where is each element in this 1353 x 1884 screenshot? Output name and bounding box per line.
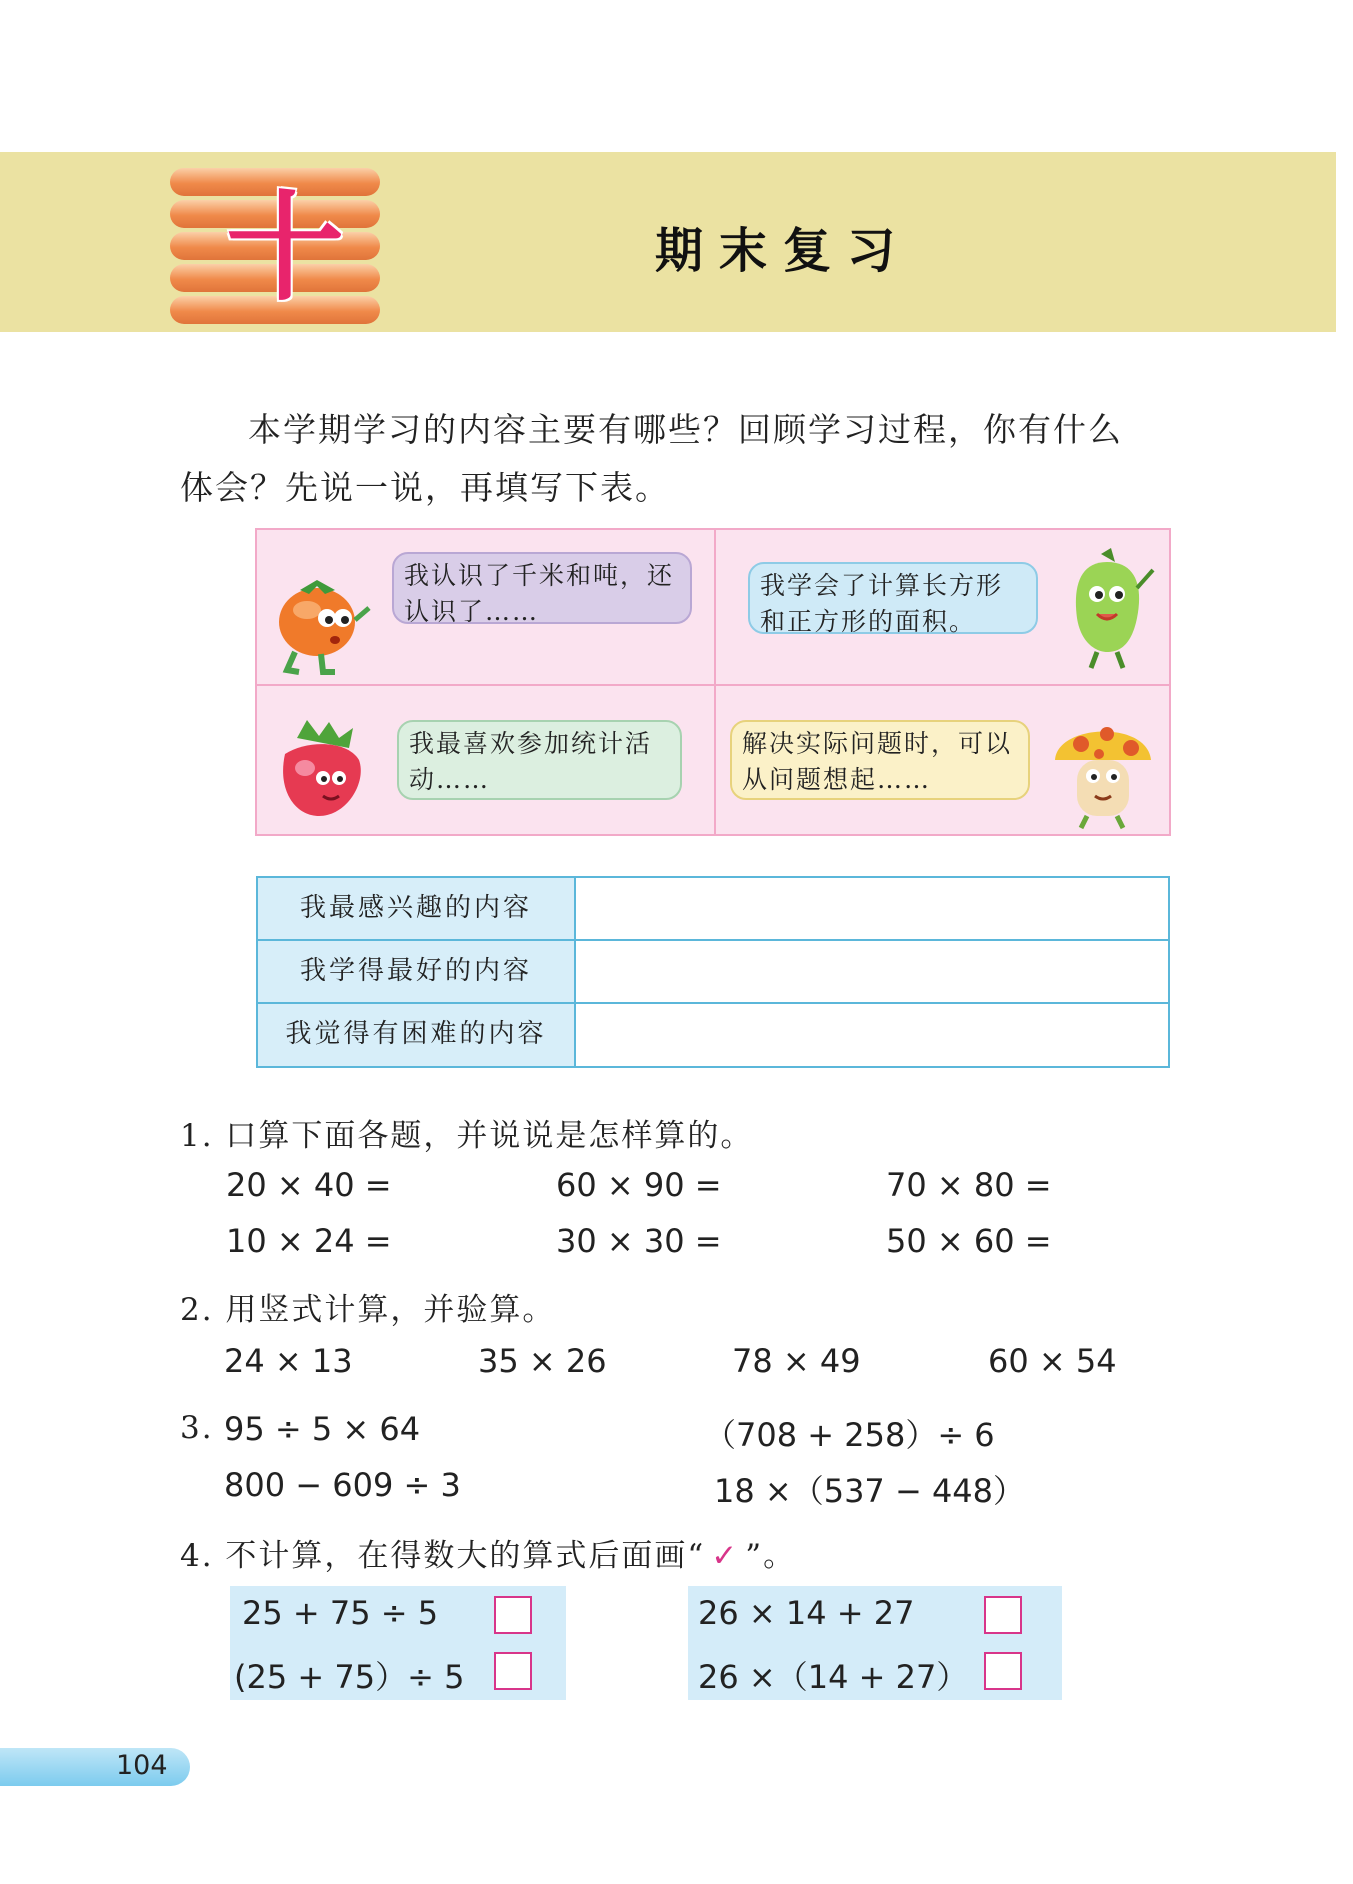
q1-item: 30 × 30 = xyxy=(556,1222,722,1260)
q1-item: 70 × 80 = xyxy=(886,1166,1052,1204)
check-mark-icon: ✓ xyxy=(711,1538,740,1574)
q4-right-item: 26 × 14 + 27 xyxy=(698,1594,915,1632)
q1-item: 60 × 90 = xyxy=(556,1166,722,1204)
q2-item: 35 × 26 xyxy=(478,1342,607,1380)
row-label-interest: 我最感兴趣的内容 xyxy=(258,878,576,939)
speech-panel xyxy=(255,528,1171,836)
tomato-character-icon xyxy=(265,570,375,678)
q4-right-item: 26 ×（14 + 27） xyxy=(698,1658,969,1696)
q4-left-item: (25 + 75）÷ 5 xyxy=(234,1658,465,1696)
answer-checkbox[interactable] xyxy=(984,1652,1022,1690)
speech-bubble-pepper: 我学会了计算长方形和正方形的面积。 xyxy=(748,562,1038,634)
answer-checkbox[interactable] xyxy=(494,1652,532,1690)
q1-item: 50 × 60 = xyxy=(886,1222,1052,1260)
q4-title-suffix: ”。 xyxy=(745,1538,797,1574)
q1-title: 1. 口算下面各题，并说说是怎样算的。 xyxy=(180,1118,754,1154)
pepper-character-icon xyxy=(1057,548,1157,673)
q3-item: 18 ×（537 − 448） xyxy=(714,1472,1026,1510)
chapter-number: 十 xyxy=(225,179,344,317)
speech-bubble-radish: 我最喜欢参加统计活动…… xyxy=(397,720,682,800)
q3-item: 800 − 609 ÷ 3 xyxy=(224,1466,461,1504)
table-row xyxy=(258,1004,1168,1066)
table-row xyxy=(258,941,1168,1004)
compare-box-right xyxy=(688,1586,1062,1700)
q3-item: 95 ÷ 5 × 64 xyxy=(224,1410,421,1448)
mushroom-character-icon xyxy=(1047,710,1157,830)
q1-item: 20 × 40 = xyxy=(226,1166,392,1204)
row-label-difficult: 我觉得有困难的内容 xyxy=(258,1004,576,1066)
q2-item: 24 × 13 xyxy=(224,1342,353,1380)
row-label-best: 我学得最好的内容 xyxy=(258,941,576,1002)
radish-character-icon xyxy=(267,720,377,825)
table-row xyxy=(258,878,1168,941)
q2-item: 60 × 54 xyxy=(988,1342,1117,1380)
page-number: 104 xyxy=(116,1750,168,1781)
q2-item: 78 × 49 xyxy=(732,1342,861,1380)
speech-bubble-tomato: 我认识了千米和吨，还认识了…… xyxy=(392,552,692,624)
q4-title xyxy=(180,1530,796,1575)
q3-number: 3. xyxy=(180,1410,214,1446)
intro-line-1: 本学期学习的内容主要有哪些？回顾学习过程，你有什么 xyxy=(248,410,1123,449)
answer-checkbox[interactable] xyxy=(494,1596,532,1634)
q4-left-item: 25 + 75 ÷ 5 xyxy=(242,1594,439,1632)
q4-title-prefix: 4. 不计算，在得数大的算式后面画“ xyxy=(180,1538,706,1574)
q2-title: 2. 用竖式计算，并验算。 xyxy=(180,1292,556,1328)
q3-item: （708 + 258）÷ 6 xyxy=(704,1416,995,1454)
compare-box-left xyxy=(230,1586,566,1700)
speech-bubble-mushroom: 解决实际问题时，可以从问题想起…… xyxy=(730,720,1030,800)
intro-line-2: 体会？先说一说，再填写下表。 xyxy=(180,468,670,507)
q1-item: 10 × 24 = xyxy=(226,1222,392,1260)
interest-table xyxy=(256,876,1170,1068)
answer-checkbox[interactable] xyxy=(984,1596,1022,1634)
chapter-title: 期末复习 xyxy=(655,223,912,279)
